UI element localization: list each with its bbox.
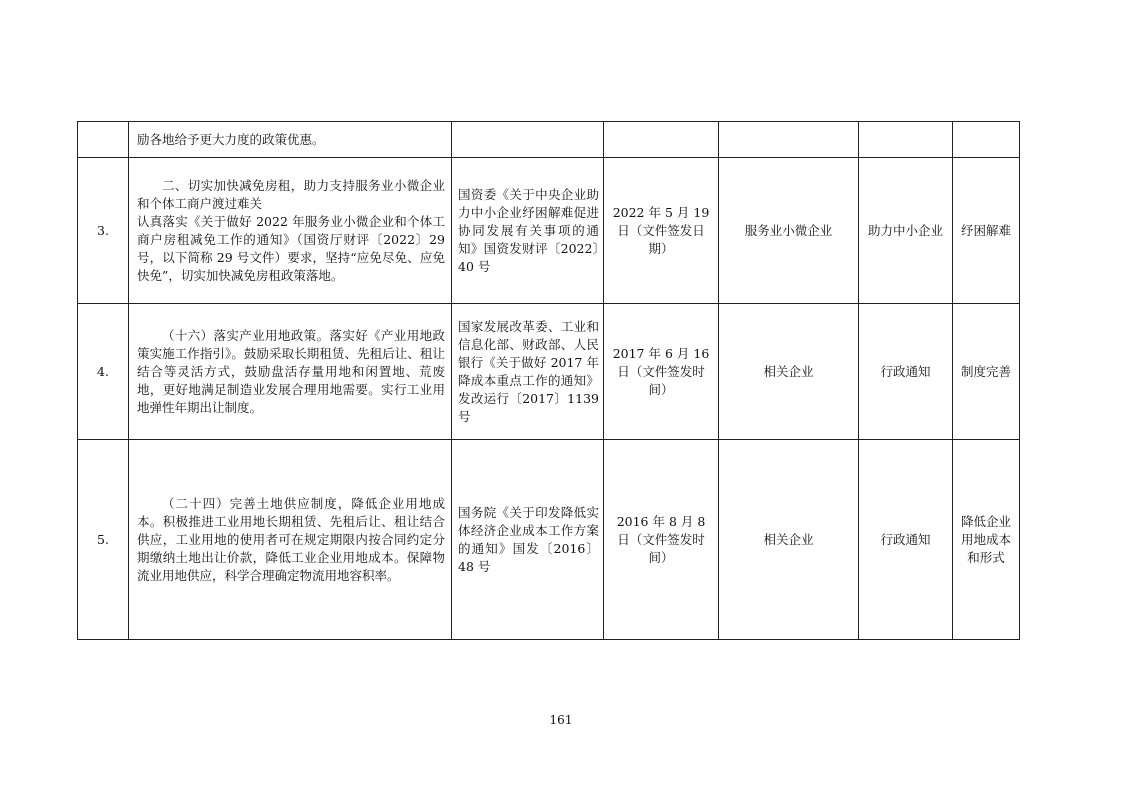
page-number: 161	[549, 713, 573, 727]
table-row	[78, 122, 1020, 158]
source-cell: 国家发展改革委、工业和信息化部、财政部、人民银行《关于做好 2017 年降成本重点工作的通知》发改运行〔2017〕1139 号	[452, 304, 604, 440]
date-cell: 2017 年 6 月 16 日（文件签发时间）	[604, 304, 719, 440]
row-number	[78, 122, 129, 158]
source-cell: 国资委《关于中央企业助力中小企业纾困解难促进协同发展有关事项的通知》国资发财评〔2022〕40 号	[452, 158, 604, 304]
policy-table	[77, 121, 1020, 640]
target-cell: 服务业小微企业	[719, 158, 859, 304]
source-cell	[452, 122, 604, 158]
type-cell: 降低企业用地成本和形式	[953, 440, 1020, 640]
target-cell	[719, 122, 859, 158]
target-cell: 相关企业	[719, 440, 859, 640]
policy-cell	[129, 158, 452, 304]
policy-text: （二十四）完善土地供应制度，降低企业用地成本。积极推进工业用地长期租赁、先租后让、租让结合供应，工业用地的使用者可在规定期限内按合同约定分期缴纳土地出让价款，降低工业企业用地成本。保障物流业用地供应，科学合理确定物流用地容积率。	[137, 495, 445, 583]
policy-text: 认真落实《关于做好 2022 年服务业小微企业和个体工商户房租减免工作的通知》（国资厅财评〔2022〕29 号，以下简称 29 号文件）要求，坚持“应免尽免、应免快免”，切实加快减免房租政策落地。	[137, 213, 445, 283]
policy-text: 励各地给予更大力度的政策优惠。	[137, 131, 325, 147]
policy-cell	[129, 440, 452, 640]
table-row	[78, 158, 1020, 304]
policy-cell	[129, 304, 452, 440]
category-cell: 行政通知	[859, 304, 953, 440]
type-cell	[953, 122, 1020, 158]
row-number: 5.	[78, 440, 129, 640]
policy-text: （十六）落实产业用地政策。落实好《产业用地政策实施工作指引》。鼓励采取长期租赁、先租后让、租让结合等灵活方式，鼓励盘活存量用地和闲置地、荒废地，更好地满足制造业发展合理用地需要。实行工业用地弹性年期出让制度。	[137, 327, 445, 415]
category-cell	[859, 122, 953, 158]
table-row	[78, 304, 1020, 440]
type-cell: 制度完善	[953, 304, 1020, 440]
category-cell: 行政通知	[859, 440, 953, 640]
date-cell	[604, 122, 719, 158]
category-cell: 助力中小企业	[859, 158, 953, 304]
table-row	[78, 440, 1020, 640]
source-cell: 国务院《关于印发降低实体经济企业成本工作方案的通知》国发〔2016〕48 号	[452, 440, 604, 640]
target-cell: 相关企业	[719, 304, 859, 440]
date-cell: 2016 年 8 月 8 日（文件签发时间）	[604, 440, 719, 640]
date-cell: 2022 年 5 月 19 日（文件签发日期）	[604, 158, 719, 304]
row-number: 3.	[78, 158, 129, 304]
policy-heading: 二、切实加快减免房租，助力支持服务业小微企业和个体工商户渡过难关	[137, 177, 445, 211]
type-cell: 纾困解难	[953, 158, 1020, 304]
policy-cell	[129, 122, 452, 158]
row-number: 4.	[78, 304, 129, 440]
